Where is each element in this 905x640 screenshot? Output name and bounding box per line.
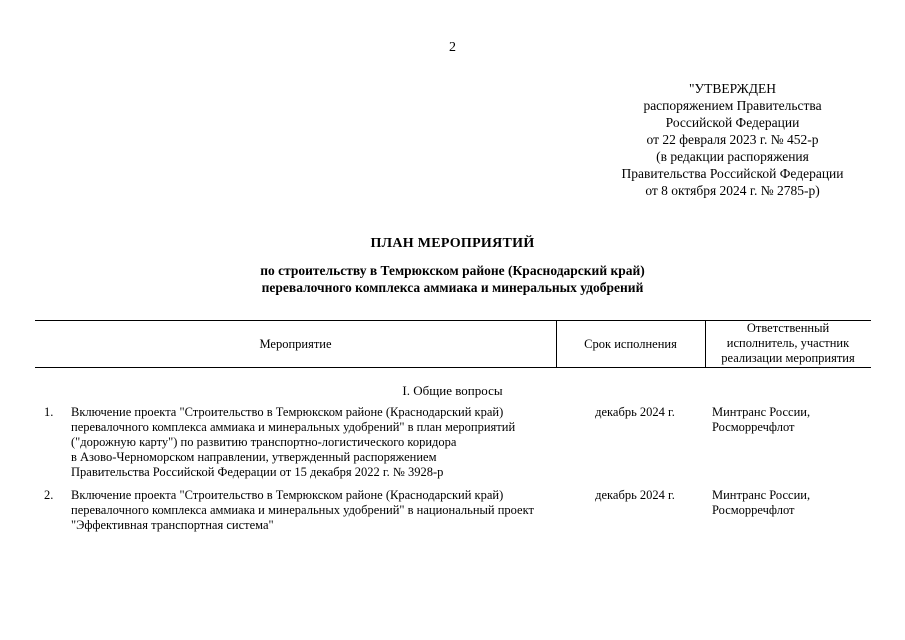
header-responsible-line: исполнитель, участник	[726, 336, 850, 350]
activity-line: "Эффективная транспортная система"	[71, 518, 274, 532]
row-activity	[71, 488, 561, 533]
activity-line: ("дорожную карту") по развитию транспортно-логистического коридора	[71, 435, 457, 449]
responsible-line: Росморречфлот	[712, 420, 795, 434]
approval-line: "УТВЕРЖДЕН	[689, 81, 776, 96]
header-activity: Мероприятие	[259, 337, 332, 351]
approval-line: Правительства Российской Федерации	[621, 166, 844, 181]
activity-line: перевалочного комплекса аммиака и минеральных удобрений" в план мероприятий	[71, 420, 516, 434]
row-number: 1.	[44, 405, 54, 419]
table-header	[35, 320, 871, 368]
approval-block	[600, 80, 865, 199]
header-responsible-line: реализации мероприятия	[721, 351, 855, 365]
header-responsible-line: Ответственный	[746, 321, 830, 335]
header-term: Срок исполнения	[584, 337, 677, 351]
activity-line: перевалочного комплекса аммиака и минеральных удобрений" в национальный проект	[71, 503, 534, 517]
document-subtitle	[0, 262, 905, 296]
row-term: декабрь 2024 г.	[595, 405, 675, 419]
row-term: декабрь 2024 г.	[595, 488, 675, 502]
page-number: 2	[449, 40, 456, 55]
activity-line: Включение проекта "Строительство в Темрюкском районе (Краснодарский край)	[71, 488, 504, 502]
row-responsible	[712, 405, 867, 435]
row-number: 2.	[44, 488, 54, 502]
subtitle-line: перевалочного комплекса аммиака и минеральных удобрений	[261, 280, 644, 295]
activity-line: Правительства Российской Федерации от 15 декабря 2022 г. № 3928-р	[71, 465, 444, 479]
approval-line: (в редакции распоряжения	[656, 149, 809, 164]
subtitle-line: по строительству в Темрюкском районе (Краснодарский край)	[260, 263, 645, 278]
section-title: I. Общие вопросы	[402, 383, 503, 398]
approval-line: распоряжением Правительства	[643, 98, 822, 113]
document-title: ПЛАН МЕРОПРИЯТИЙ	[370, 236, 535, 251]
responsible-line: Минтранс России,	[712, 405, 811, 419]
row-responsible	[712, 488, 867, 518]
activity-line: Включение проекта "Строительство в Темрюкском районе (Краснодарский край)	[71, 405, 504, 419]
approval-line: от 22 февраля 2023 г. № 452-р	[646, 132, 819, 147]
header-responsible	[705, 321, 871, 366]
activity-line: в Азово-Черноморском направлении, утвержденный распоряжением	[71, 450, 437, 464]
approval-line: от 8 октября 2024 г. № 2785-р)	[645, 183, 820, 198]
row-activity	[71, 405, 561, 480]
responsible-line: Росморречфлот	[712, 503, 795, 517]
approval-line: Российской Федерации	[665, 115, 800, 130]
responsible-line: Минтранс России,	[712, 488, 811, 502]
